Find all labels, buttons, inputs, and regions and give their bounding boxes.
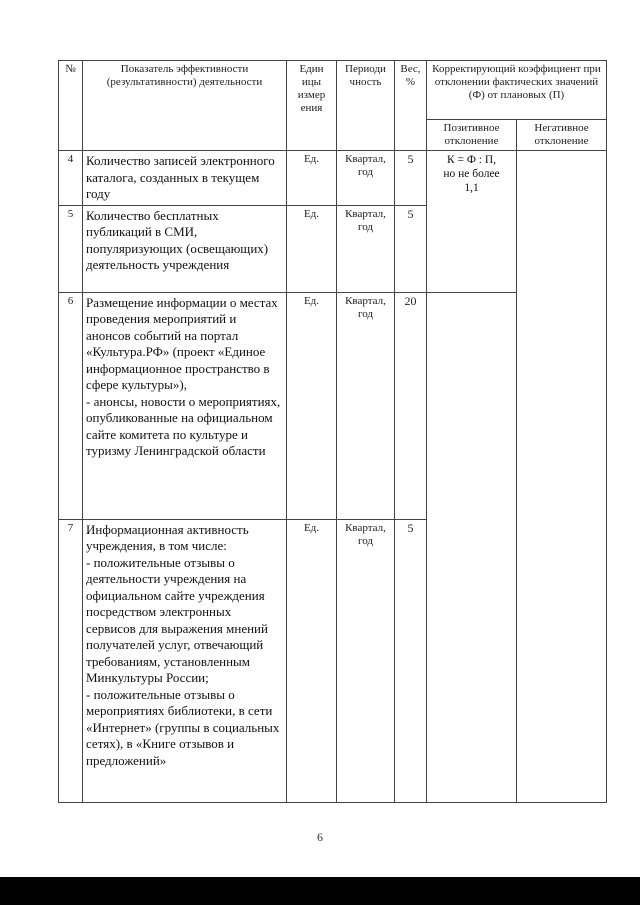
page-number: 6 (317, 830, 323, 844)
positive-coefficient: К = Ф : П, но не более 1,1 (427, 151, 517, 293)
row-weight: 5 (395, 205, 427, 292)
row-indicator: Размещение информации о местах проведения мероприятий и анонсов событий на портал «Культура.РФ» (проект «Единое информационное пространство в сфере культуры»), - анонсы, новости о мероприятиях, опубликованные на официальном сайте комитета по культуре и туризму Ленинградской области (83, 292, 287, 519)
row-weight: 5 (395, 519, 427, 802)
row-period: Квартал, год (337, 205, 395, 292)
header-coef: Корректирующий коэффициент при отклонении фактических значений (Ф) от плановых (П) (427, 61, 607, 120)
header-unit: Един ицы измер ения (287, 61, 337, 151)
row-weight: 20 (395, 292, 427, 519)
kpi-table (58, 60, 607, 803)
header-period: Периоди чность (337, 61, 395, 151)
row-num: 5 (59, 205, 83, 292)
row-period: Квартал, год (337, 519, 395, 802)
row-indicator: Информационная активность учреждения, в том числе: - положительные отзывы о деятельности учреждения на официальном сайте учреждения посредством электронных сервисов для выражения мнений получателей услуг, отвечающий требованиям, установленным Минкультуры России; - положительные отзывы о мероприятиях библиотеки, в сети «Интернет» (группы в социальных сетях), в «Книге отзывов и предложений» (83, 519, 287, 802)
header-negative: Негативное отклонение (517, 120, 607, 151)
row-num: 6 (59, 292, 83, 519)
scan-border (0, 877, 640, 905)
row-num: 7 (59, 519, 83, 802)
header-positive: Позитивное отклонение (427, 120, 517, 151)
row-weight: 5 (395, 151, 427, 206)
row-unit: Ед. (287, 205, 337, 292)
row-unit: Ед. (287, 519, 337, 802)
row-indicator: Количество записей электронного каталога, созданных в текущем году (83, 151, 287, 206)
row-indicator: Количество бесплатных публикаций в СМИ, популяризующих (освещающих) деятельность учреждения (83, 205, 287, 292)
header-num: № (59, 61, 83, 151)
header-weight: Вес, % (395, 61, 427, 151)
row-period: Квартал, год (337, 292, 395, 519)
row-unit: Ед. (287, 292, 337, 519)
positive-coefficient-empty (427, 292, 517, 802)
row-unit: Ед. (287, 151, 337, 206)
row-period: Квартал, год (337, 151, 395, 206)
negative-coefficient (517, 151, 607, 803)
table-row (59, 151, 607, 206)
header-indicator: Показатель эффективности (результативности) деятельности (83, 61, 287, 151)
row-num: 4 (59, 151, 83, 206)
header-row (59, 61, 607, 120)
